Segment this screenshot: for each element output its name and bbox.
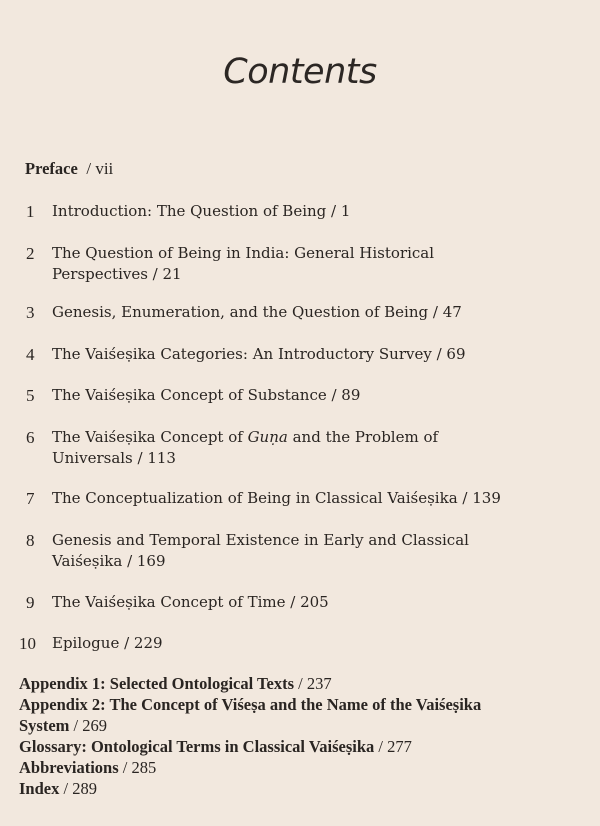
chapter-title: The Vaiśeṣika Concept of Time / 205 bbox=[52, 593, 329, 611]
chapter-title: Introduction: The Question of Being / 1 bbox=[52, 202, 351, 220]
chapter-title-cont: Universals / 113 bbox=[52, 449, 176, 467]
toc-appendix-2-cont bbox=[19, 715, 481, 736]
page-title: Contents bbox=[223, 52, 377, 92]
chapter-number: 1 bbox=[26, 202, 35, 221]
toc-glossary bbox=[19, 736, 481, 757]
chapter-number: 10 bbox=[19, 634, 36, 653]
chapter-number: 3 bbox=[26, 303, 35, 322]
chapter-number: 7 bbox=[26, 489, 35, 508]
entry-label: Index bbox=[19, 779, 60, 798]
entry-label: Glossary: Ontological Terms in Classical Vaiśeṣika bbox=[19, 737, 375, 756]
preface-page: vii bbox=[95, 159, 114, 178]
chapter-title: The Vaiśeṣika Categories: An Introductory Survey / 69 bbox=[52, 345, 466, 363]
back-matter-list bbox=[19, 673, 481, 799]
chapter-title-cont: Perspectives / 21 bbox=[52, 265, 182, 283]
entry-page: / 285 bbox=[122, 758, 157, 777]
chapter-title-cont: Vaiśeṣika / 169 bbox=[52, 552, 166, 570]
chapter-number: 9 bbox=[26, 593, 35, 612]
chapter-number: 2 bbox=[26, 244, 35, 263]
chapter-title: Genesis and Temporal Existence in Early and Classical bbox=[52, 531, 469, 549]
toc-entry-preface bbox=[25, 158, 113, 179]
chapter-number: 4 bbox=[26, 345, 35, 364]
entry-page: / 289 bbox=[63, 779, 97, 798]
entry-page: / 237 bbox=[298, 674, 332, 693]
entry-page: / 277 bbox=[378, 737, 412, 756]
chapter-number: 8 bbox=[26, 531, 35, 550]
chapter-title: The Vaiśeṣika Concept of bbox=[52, 428, 248, 446]
preface-label: Preface bbox=[25, 159, 78, 178]
entry-label: System bbox=[19, 716, 70, 735]
chapter-title: The Conceptualization of Being in Classical Vaiśeṣika / 139 bbox=[52, 489, 501, 507]
toc-appendix-2 bbox=[19, 694, 481, 715]
toc-index bbox=[19, 778, 481, 799]
chapter-title: Genesis, Enumeration, and the Question of Being / 47 bbox=[52, 303, 462, 321]
entry-label: Appendix 2: The Concept of Viśeṣa and the Name of the Vaiśeṣika bbox=[19, 695, 482, 714]
chapter-number: 5 bbox=[26, 386, 35, 405]
chapter-title-italic: Guṇa bbox=[247, 428, 288, 446]
chapter-title: Epilogue / 229 bbox=[52, 634, 163, 652]
chapter-title: The Question of Being in India: General Historical bbox=[52, 244, 435, 262]
toc-appendix-1 bbox=[19, 673, 481, 694]
entry-label: Abbreviations bbox=[19, 758, 119, 777]
chapter-number: 6 bbox=[26, 428, 35, 447]
separator: / bbox=[82, 159, 96, 178]
chapter-title: The Vaiśeṣika Concept of Substance / 89 bbox=[52, 386, 361, 404]
chapter-title-rest: and the Problem of bbox=[287, 428, 439, 446]
entry-label: Appendix 1: Selected Ontological Texts bbox=[19, 674, 295, 693]
entry-page: / 269 bbox=[73, 716, 108, 735]
toc-abbreviations bbox=[19, 757, 481, 778]
